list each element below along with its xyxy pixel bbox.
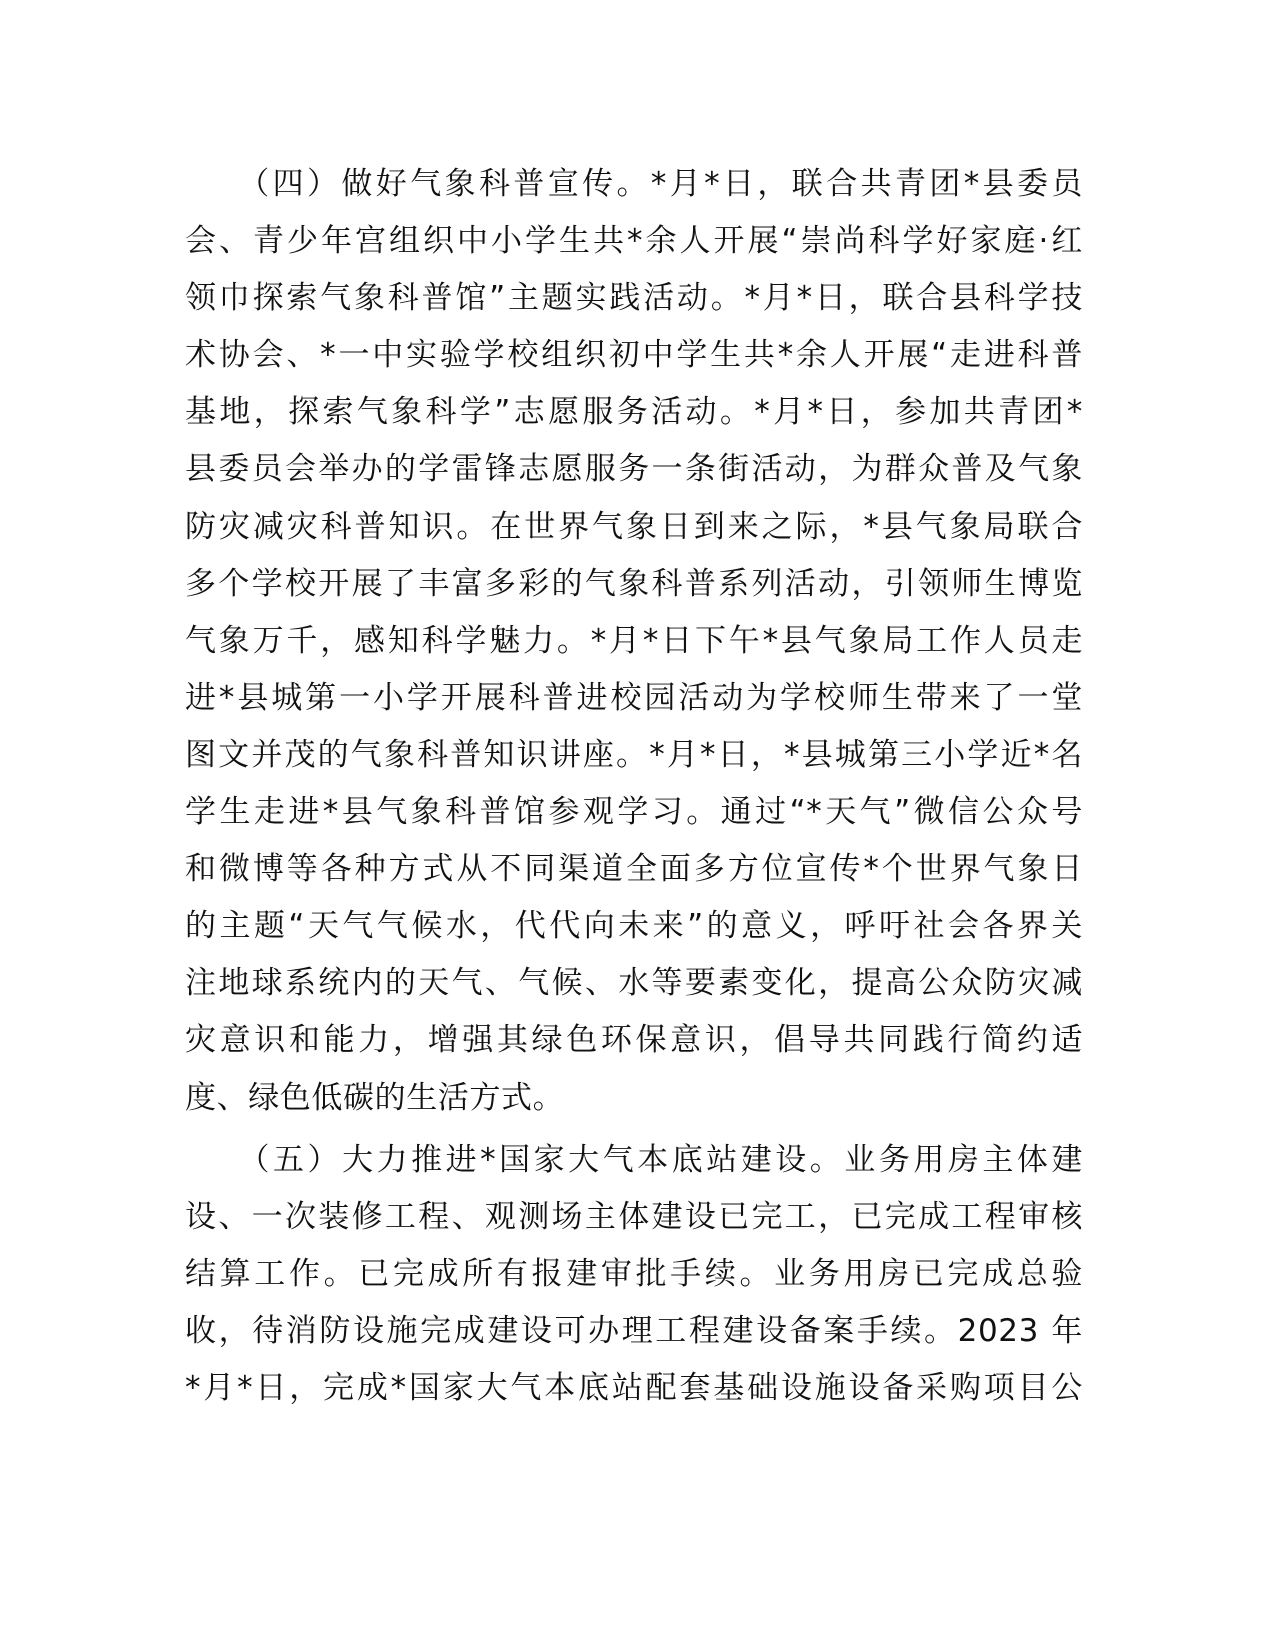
paragraph-line: 术协会、*一中实验学校组织初中学生共*余人开展“走进科普: [185, 337, 1083, 374]
paragraph-line: 会、青少年宫组织中小学生共*余人开展“崇尚科学好家庭·红: [185, 223, 1083, 260]
paragraph-line: 基地，探索气象科学”志愿服务活动。*月*日，参加共青团*: [185, 394, 1083, 431]
paragraph-line: 注地球系统内的天气、气候、水等要素变化，提高公众防灾减: [185, 965, 1083, 1002]
paragraph-line: 设、一次装修工程、观测场主体建设已完工，已完成工程审核: [185, 1199, 1083, 1236]
paragraph-line: 学生走进*县气象科普馆参观学习。通过“*天气”微信公众号: [185, 794, 1083, 831]
paragraph-line: 度、绿色低碳的生活方式。: [185, 1079, 565, 1116]
paragraph-line: （五）大力推进*国家大气本底站建设。业务用房主体建: [185, 1142, 1083, 1178]
paragraph-line: 进*县城第一小学开展科普进校园活动为学校师生带来了一堂: [185, 679, 1083, 716]
paragraph-line: 收，待消防设施完成建设可办理工程建设备案手续。2023 年: [185, 1313, 1083, 1350]
paragraph-line: 结算工作。已完成所有报建审批手续。业务用房已完成总验: [185, 1256, 1083, 1293]
paragraph-line: 多个学校开展了丰富多彩的气象科普系列活动，引领师生博览: [185, 565, 1083, 602]
paragraph-line: 气象万千，感知科学魅力。*月*日下午*县气象局工作人员走: [185, 622, 1083, 659]
paragraph-line: 县委员会举办的学雷锋志愿服务一条街活动，为群众普及气象: [185, 451, 1083, 488]
paragraph-line: （四）做好气象科普宣传。*月*日，联合共青团*县委员: [185, 166, 1083, 202]
paragraph-line: 灾意识和能力，增强其绿色环保意识，倡导共同践行简约适: [185, 1022, 1083, 1059]
paragraph-baseline-station-construction: [185, 1132, 1083, 1417]
paragraph-line: 和微博等各种方式从不同渠道全面多方位宣传*个世界气象日: [185, 851, 1083, 888]
paragraph-line: 图文并茂的气象科普知识讲座。*月*日，*县城第三小学近*名: [185, 736, 1083, 773]
paragraph-weather-science-publicity: [185, 156, 1083, 1127]
paragraph-line: 领巾探索气象科普馆”主题实践活动。*月*日，联合县科学技: [185, 280, 1083, 317]
paragraph-line: *月*日，完成*国家大气本底站配套基础设施设备采购项目公: [185, 1370, 1083, 1407]
paragraph-line: 防灾减灾科普知识。在世界气象日到来之际，*县气象局联合: [185, 508, 1083, 545]
paragraph-line: 的主题“天气气候水，代代向未来”的意义，呼吁社会各界关: [185, 908, 1083, 945]
